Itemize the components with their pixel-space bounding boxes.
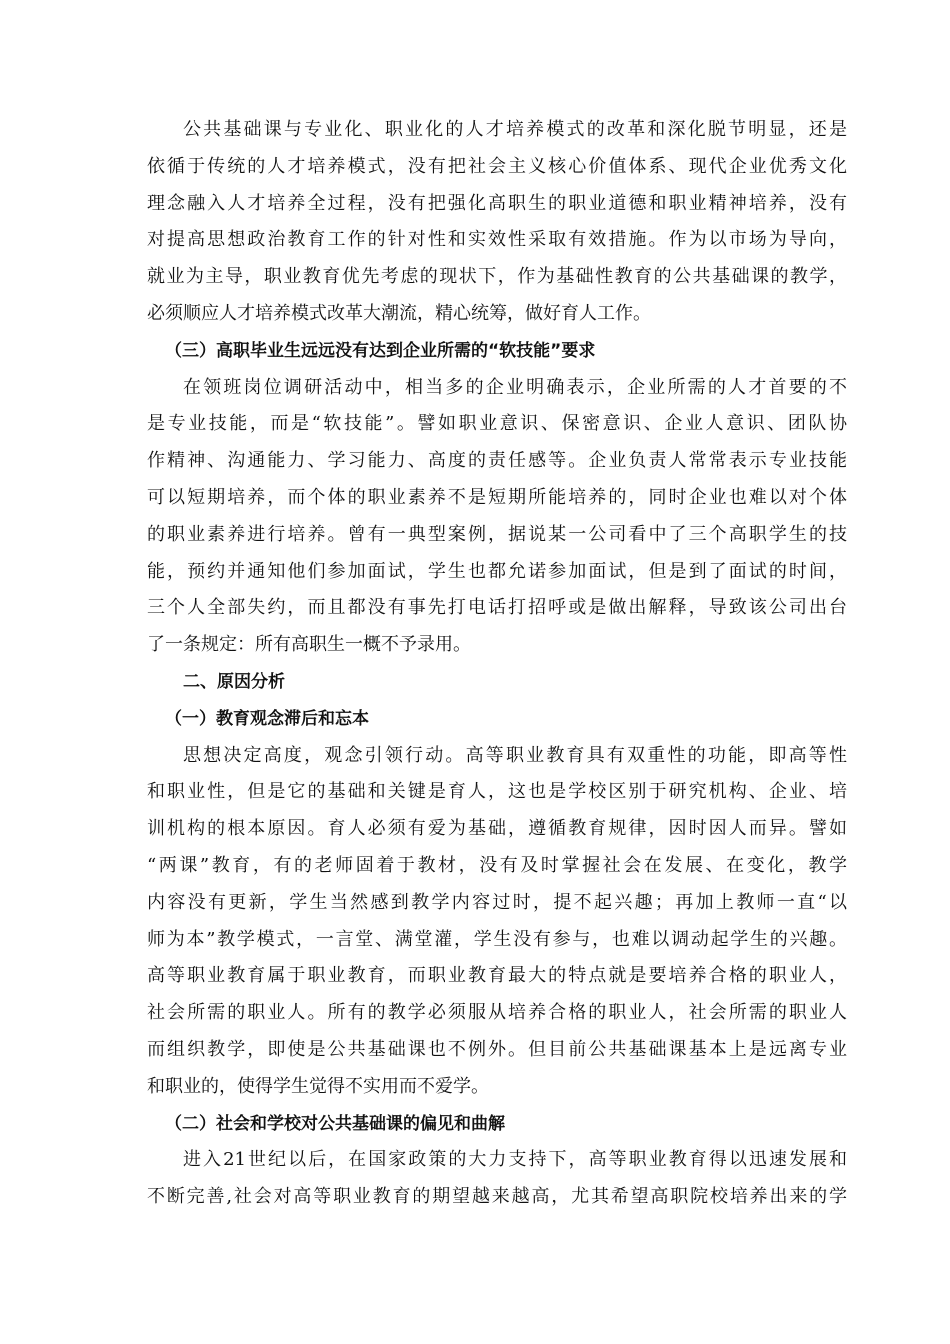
paragraph-line: 能，预约并通知他们参加面试，学生也都允诺参加面试，但是到了面试的时间， <box>147 560 847 582</box>
paragraph-line: 思想决定高度，观念引领行动。高等职业教育具有双重性的功能，即高等性 <box>183 744 847 766</box>
paragraph-line: 不断完善,社会对高等职业教育的期望越来越高，尤其希望高职院校培养出来的学 <box>147 1186 847 1208</box>
paragraph-line: 对提高思想政治教育工作的针对性和实效性采取有效措施。作为以市场为导向， <box>147 229 847 251</box>
paragraph-line: 和职业性，但是它的基础和关键是育人，这也是学校区别于研究机构、企业、培 <box>147 781 847 803</box>
paragraph-line: 可以短期培养，而个体的职业素养不是短期所能培养的，同时企业也难以对个体 <box>147 486 847 508</box>
paragraph-line: 在领班岗位调研活动中，相当多的企业明确表示，企业所需的人才首要的不 <box>183 376 847 398</box>
paragraph-line: 是专业技能，而是“软技能”。譬如职业意识、保密意识、企业人意识、团队协 <box>147 413 847 435</box>
paragraph-line: “两课”教育，有的老师固着于教材，没有及时掌握社会在发展、在变化，教学 <box>147 854 847 876</box>
paragraph-line: 高等职业教育属于职业教育，而职业教育最大的特点就是要培养合格的职业人， <box>147 965 847 987</box>
section-heading-1: （一）教育观念滞后和忘本 <box>165 708 369 729</box>
paragraph-line: 就业为主导，职业教育优先考虑的现状下，作为基础性教育的公共基础课的教学， <box>147 266 847 288</box>
paragraph-line: 了一条规定：所有高职生一概不予录用。 <box>147 634 471 656</box>
paragraph-line: 社会所需的职业人。所有的教学必须服从培养合格的职业人，社会所需的职业人 <box>147 1002 847 1024</box>
paragraph-line: 训机构的根本原因。育人必须有爱为基础，遵循教育规律，因时因人而异。譬如 <box>147 818 847 840</box>
paragraph-line: 内容没有更新，学生当然感到教学内容过时，提不起兴趣；再加上教师一直“以 <box>147 891 847 913</box>
section-heading-3: （三）高职毕业生远远没有达到企业所需的“软技能”要求 <box>165 340 596 361</box>
document-body <box>147 112 847 1216</box>
paragraph-line: 进入21世纪以后，在国家政策的大力支持下，高等职业教育得以迅速发展和 <box>183 1149 847 1171</box>
paragraph-line: 公共基础课与专业化、职业化的人才培养模式的改革和深化脱节明显，还是 <box>183 119 847 140</box>
section-heading-2: （二）社会和学校对公共基础课的偏见和曲解 <box>165 1113 505 1134</box>
paragraph-line: 而组织教学，即使是公共基础课也不例外。但目前公共基础课基本上是远离专业 <box>147 1038 847 1060</box>
paragraph-line: 的职业素养进行培养。曾有一典型案例，据说某一公司看中了三个高职学生的技 <box>147 523 847 545</box>
chapter-heading: 二、原因分析 <box>183 671 285 692</box>
paragraph-line: 师为本”教学模式，一言堂、满堂灌，学生没有参与，也难以调动起学生的兴趣。 <box>147 928 847 950</box>
paragraph-line: 依循于传统的人才培养模式，没有把社会主义核心价值体系、现代企业优秀文化 <box>147 155 847 177</box>
paragraph-line: 作精神、沟通能力、学习能力、高度的责任感等。企业负责人常常表示专业技能 <box>147 450 847 472</box>
paragraph-line: 三个人全部失约，而且都没有事先打电话打招呼或是做出解释，导致该公司出台 <box>147 597 847 619</box>
paragraph-line: 必须顺应人才培养模式改革大潮流，精心统筹，做好育人工作。 <box>147 302 651 324</box>
paragraph-line: 和职业的，使得学生觉得不实用而不爱学。 <box>147 1075 489 1097</box>
paragraph-line: 理念融入人才培养全过程，没有把强化高职生的职业道德和职业精神培养，没有 <box>147 192 847 214</box>
